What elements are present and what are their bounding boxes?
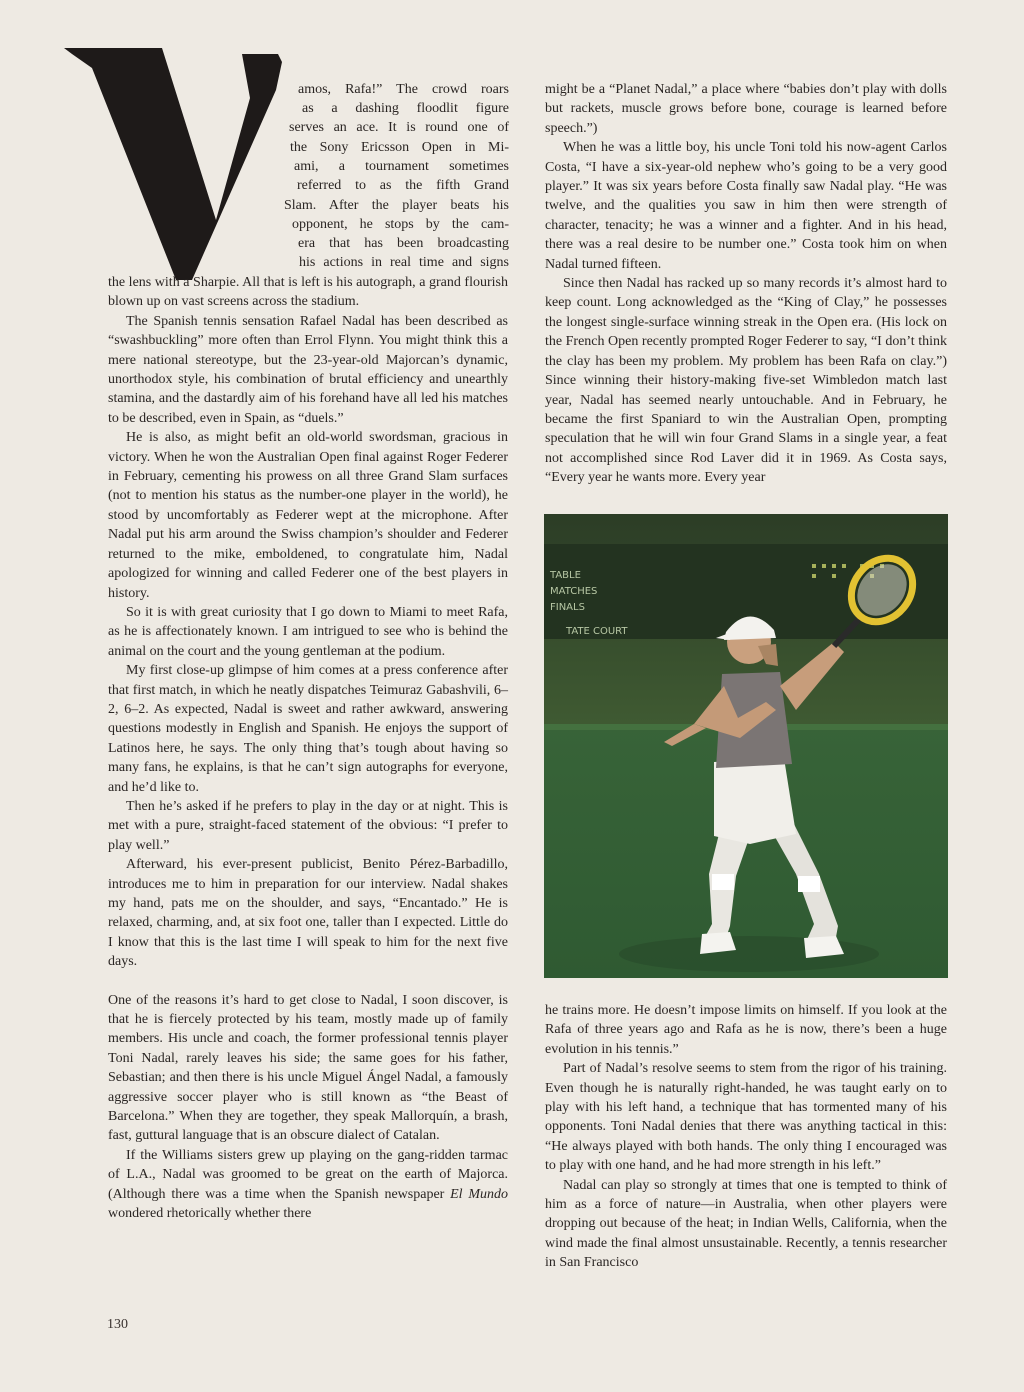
paragraph: If the Williams sisters grew up playing on the gang-ridden tarmac of L.A., Nadal was groomed to be great on the earth of Majorca. (Although there was a time when the Spanish newspaper El Mundo wondered rhetorically whether there bbox=[108, 1147, 508, 1222]
paragraph: So it is with great curiosity that I go down to Miami to meet Rafa, as he is affectionately known. I am intrigued to see who is behind the animal on the court and the young gentleman at the podium. bbox=[108, 604, 508, 659]
lead-line: era that has been broadcasting bbox=[298, 236, 509, 251]
lead-line: ami, a tournament sometimes bbox=[294, 159, 509, 174]
scoreboard-text: MATCHES bbox=[550, 586, 598, 597]
lead-line: his actions in real time and signs bbox=[299, 255, 509, 270]
paragraph: the lens with a Sharpie. All that is left is his autograph, a grand flourish blown up on vast screens across the stadium. bbox=[108, 275, 508, 310]
paragraph: He is also, as might befit an old-world swordsman, gracious in victory. When he won the Australian Open final against Roger Federer in February, cementing his prowess on all three Grand Slam surfaces (not to mention his status as the number-one player in the world), he stood by uncomfortably as Federer wept at the microphone. After Nadal put his arm around the Swiss champion’s shoulder and Federer returned to the mike, emboldened, to congratulate him, Nadal apologized for winning and called Federer one of the best players in history. bbox=[108, 430, 508, 601]
paragraph: The Spanish tennis sensation Rafael Nadal has been described as “swashbuckling” more often than Errol Flynn. You might think this a mere national stereotype, but the 23-year-old Majorcan’s dynamic, unorthodox style, his combination of brutal efficiency and unearthly stamina, and the dastardly aim of his forehand have all led his matches to be described, even in Spain, as “duels.” bbox=[108, 313, 508, 426]
paragraph: My first close-up glimpse of him comes at a press conference after that first match, in which he neatly dispatches Teimuraz Gabashvili, 6–2, 6–2. As expected, Nadal is sweet and rather awkward, answering questions modestly in English and Spanish. He enjoys the support of Latinos here, he says. The only thing that’s tough about having so many fans, he explains, is that he can’t sign autographs for everyone, and he’d like to. bbox=[108, 663, 508, 795]
page-number: 130 bbox=[107, 1317, 128, 1332]
paragraph: he trains more. He doesn’t impose limits on himself. If you look at the Rafa of three years ago and Rafa as he is now, there’s been a huge evolution in his tennis.” bbox=[545, 1003, 947, 1057]
paragraph: Part of Nadal’s resolve seems to stem from the rigor of his training. Even though he is naturally right-handed, he was taught early on to play with his left hand, a technique that has tormented many of his opponents. Toni Nadal denies that there was anything tactical in this: “He always played with both hands. The only thing I encouraged was to play with one hand, and he had more strength in his left.” bbox=[545, 1061, 947, 1174]
lead-line: opponent, he stops by the cam- bbox=[292, 217, 509, 232]
lead-line: as a dashing floodlit figure bbox=[302, 101, 509, 116]
scoreboard-text: FINALS bbox=[550, 602, 585, 613]
paragraph: Since then Nadal has racked up so many records it’s almost hard to keep count. Long acknowledged as the “King of Clay,” he possesses the longest single-surface winning streak in the Open era. (His lock on the French Open recently prompted Roger Federer to say, “I don’t think the clay has been my problem. My problem has been Rafa on clay.”) Since winning their history-making five-set Wimbledon match last year, Nadal has seemed nearly untouchable. And in February, he became the first Spaniard to win the Australian Open, prompting speculation that he will win four Grand Slams in a single year, a feat not accomplished since Rod Laver did it in 1969. As Costa says, “Every year he wants more. Every year bbox=[545, 276, 947, 486]
paragraph: Afterward, his ever-present publicist, Benito Pérez-Barbadillo, introduces me to him in preparation for our interview. Nadal shakes my hand, pats me on the shoulder, and says, “Encantado.” He is relaxed, charming, and, at six foot one, taller than I expected. Little do I know that this is the last time I will speak to him for the next five days. bbox=[108, 857, 508, 970]
lead-line: the Sony Ericsson Open in Mi- bbox=[290, 140, 509, 155]
lead-line: amos, Rafa!” The crowd roars bbox=[298, 82, 509, 97]
newspaper-title: El Mundo bbox=[450, 1186, 508, 1202]
lead-line: referred to as the fifth Grand bbox=[297, 178, 509, 193]
paragraph: Then he’s asked if he prefers to play in the day or at night. This is met with a pure, straight-faced statement of the obvious: “I prefer to play well.” bbox=[108, 798, 508, 853]
paragraph: When he was a little boy, his uncle Toni told his now-agent Carlos Costa, “I have a six-year-old nephew who’s going to be a very good player.” It was six years before Costa finally saw Nadal play. “He was twelve, and the qualities you saw in him then were strength of character, tenacity; he was a winner and a fighter. And in his head, there was a real desire to be number one.” Costa took him on when Nadal turned fifteen. bbox=[545, 140, 947, 272]
lead-line: Slam. After the player beats his bbox=[284, 198, 509, 213]
scoreboard-text: TABLE bbox=[550, 570, 581, 581]
tennis-player-photo bbox=[544, 514, 948, 978]
paragraph: Nadal can play so strongly at times that one is tempted to think of him as a force of nature—in Australia, when other players were dropping out because of the heat; in Indian Wells, California, when the wind made the final almost unsustainable. Recently, a tennis researcher in San Francisco bbox=[545, 1177, 947, 1271]
paragraph: One of the reasons it’s hard to get close to Nadal, I soon discover, is that he is fiercely protected by his team, mostly made up of family members. His uncle and coach, the former professional tennis player Toni Nadal, rarely leaves his side; the same goes for his father, Sebastian; and then there is his uncle Miguel Ángel Nadal, a famously aggressive soccer player who is still known as “the Beast of Barcelona.” When they are together, they speak Mallorquín, a brash, fast, guttural language that is an obscure dialect of Catalan. bbox=[108, 992, 508, 1144]
drop-cap-v bbox=[64, 48, 292, 280]
paragraph: might be a “Planet Nadal,” a place where “babies don’t play with dolls but rackets, muscle grows before bone, courage is learned before speech.”) bbox=[545, 82, 947, 136]
right-column-continued bbox=[545, 1001, 947, 1273]
lead-line: serves an ace. It is round one of bbox=[289, 120, 509, 135]
right-column bbox=[545, 80, 947, 488]
scoreboard-text: TATE COURT bbox=[566, 626, 628, 637]
left-column bbox=[108, 273, 508, 1224]
